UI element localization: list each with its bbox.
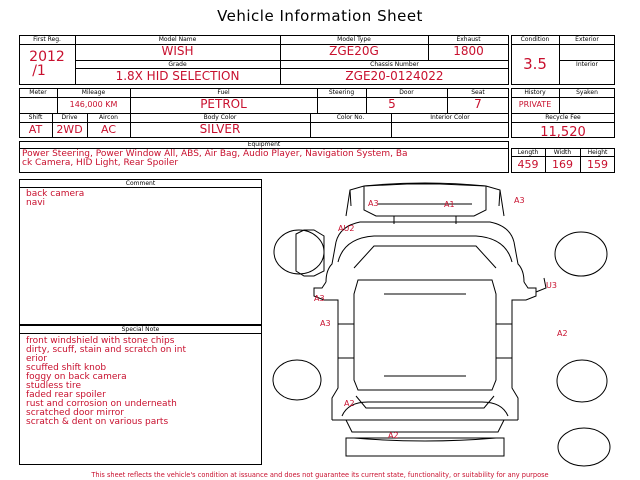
interior-label: Interior (576, 61, 598, 68)
drive-value: 2WD (56, 123, 83, 136)
height-label: Height (587, 149, 608, 156)
model-type-value: ZGE20G (329, 44, 379, 58)
seat-label: Seat (471, 89, 485, 96)
model-name-label: Model Name (158, 36, 197, 43)
mileage-label: Mileage (81, 89, 106, 96)
width-label: Width (553, 149, 572, 156)
special-note-label: Special Note (121, 326, 160, 333)
chassis-label: Chassis Number (370, 61, 419, 68)
exhaust-value: 1800 (453, 44, 484, 58)
grade-value: 1.8X HID SELECTION (115, 69, 240, 83)
color-no-label: Color No. (336, 114, 365, 121)
history-value: PRIVATE (518, 100, 552, 109)
condition-label: Condition (520, 36, 550, 43)
aircon-label: Aircon (99, 114, 118, 121)
equipment-line-2: ck Camera, HID Light, Rear Spoiler (22, 158, 179, 168)
special-note-line-8: rust and corrosion on underneath (26, 399, 177, 409)
equipment-line-1: Power Steering, Power Window All, ABS, Air Bag, Audio Player, Navigation System, Ba (22, 149, 408, 159)
first-reg-label: First Reg. (33, 36, 61, 43)
special-note-line-9: scratched door mirror (26, 408, 124, 418)
special-note-line-1: front windshield with stone chips (26, 336, 175, 346)
recycle-fee-label: Recycle Fee (545, 114, 581, 121)
special-note-line-3: erior (26, 354, 47, 364)
first-reg-year: 2012 (29, 49, 65, 65)
door-value: 5 (388, 97, 396, 111)
shift-label: Shift (28, 114, 43, 121)
shift-value: AT (28, 123, 43, 136)
special-note-line-4: scuffed shift knob (26, 363, 107, 373)
damage-mark-left-pillar: AU2 (338, 224, 355, 233)
height-value: 159 (587, 158, 608, 171)
steering-label: Steering (328, 89, 355, 96)
damage-mark-right-mid: U3 (546, 281, 557, 290)
comment-line-2: navi (26, 198, 46, 208)
first-reg-month: /1 (32, 63, 46, 79)
drive-label: Drive (61, 114, 78, 121)
meter-label: Meter (29, 89, 47, 96)
history-label: History (524, 89, 546, 96)
car-damage-diagram (264, 176, 630, 470)
length-value: 459 (517, 158, 539, 171)
damage-mark-left-rear: A2 (344, 399, 355, 408)
length-label: Length (517, 149, 539, 156)
interior-color-label: Interior Color (430, 114, 470, 121)
recycle-fee-value: 11,520 (540, 125, 586, 140)
comment-line-1: back camera (26, 189, 85, 199)
model-type-label: Model Type (337, 36, 371, 43)
special-note-line-2: dirty, scuff, stain and scratch on int (26, 345, 187, 355)
fuel-value: PETROL (200, 97, 247, 111)
equipment-label: Equipment (247, 141, 281, 148)
comment-label: Comment (125, 180, 156, 187)
width-value: 169 (552, 158, 573, 171)
special-note-line-5: foggy on back camera (26, 372, 127, 382)
aircon-value: AC (100, 123, 116, 136)
damage-mark-rear-bumper: A2 (388, 431, 399, 440)
model-name-value: WISH (161, 44, 194, 58)
fuel-label: Fuel (217, 89, 230, 96)
body-color-label: Body Color (203, 114, 237, 121)
special-note-line-7: faded rear spoiler (26, 390, 106, 400)
body-color-value: SILVER (199, 122, 241, 136)
damage-mark-front-left: A3 (368, 199, 379, 208)
door-label: Door (399, 89, 414, 96)
special-note-line-6: studless tire (26, 381, 81, 391)
exterior-label: Exterior (575, 36, 599, 43)
page-title: Vehicle Information Sheet (217, 7, 423, 25)
disclaimer-footer: This sheet reflects the vehicle's condition at issuance and does not guarantee its current state, functionality, or suitability for any purpose (91, 471, 549, 479)
condition-value: 3.5 (523, 55, 547, 73)
grade-label: Grade (168, 61, 187, 68)
syaken-label: Syaken (576, 89, 598, 96)
damage-mark-left-rear-door: A3 (320, 319, 331, 328)
damage-mark-front-center: A1 (444, 200, 455, 209)
damage-mark-left-front-door: A3 (314, 294, 325, 303)
exhaust-label: Exhaust (456, 36, 481, 43)
seat-value: 7 (474, 97, 482, 111)
special-note-line-10: scratch & dent on various parts (26, 417, 169, 427)
comment-box (19, 179, 262, 325)
damage-mark-right-rear: A2 (557, 329, 568, 338)
mileage-value: 146,000 KM (69, 100, 118, 109)
chassis-value: ZGE20-0124022 (345, 69, 444, 83)
damage-mark-front-right: A3 (514, 196, 525, 205)
